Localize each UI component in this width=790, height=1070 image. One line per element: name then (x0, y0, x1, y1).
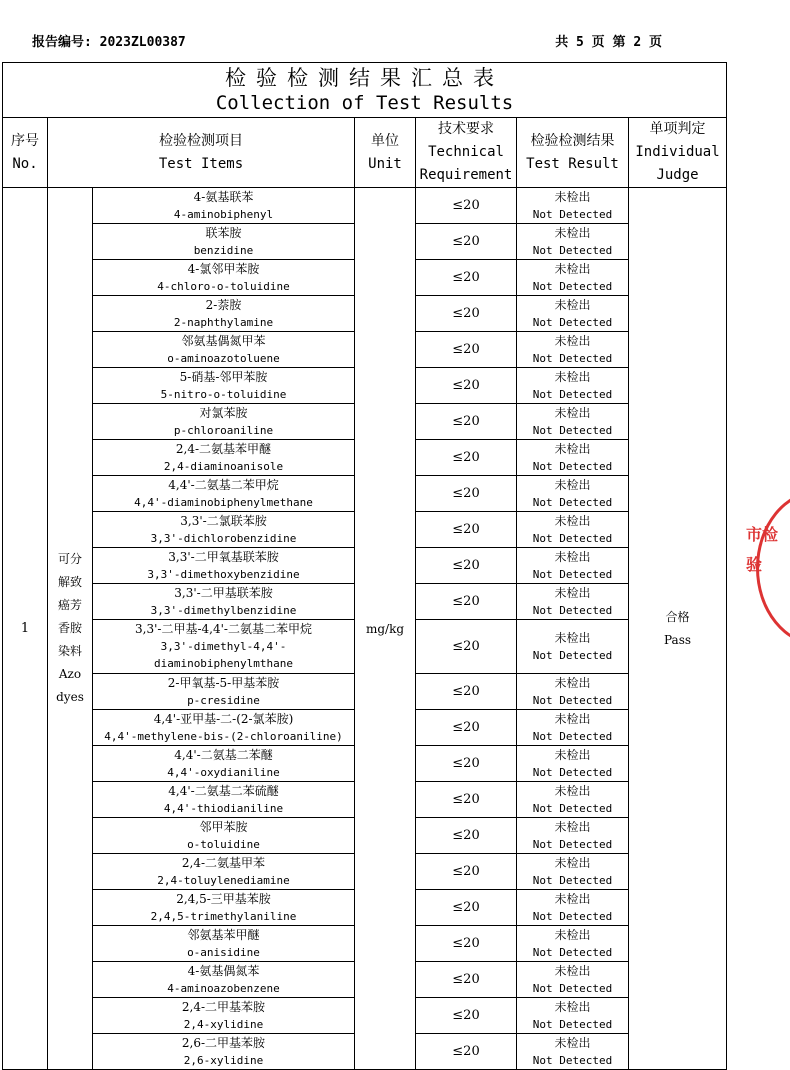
test-item-cell (93, 854, 355, 890)
result-zh: 未检出 (554, 513, 591, 528)
test-item-cell (93, 782, 355, 818)
col-items-en: Test Items (158, 155, 244, 172)
col-items-zh: 检验检测项目 (159, 132, 243, 149)
test-item-zh: 4,4'-二氨基二苯醚 (174, 747, 273, 762)
result-cell (517, 440, 629, 476)
report-header (32, 31, 662, 51)
result-cell (517, 674, 629, 710)
result-cell (517, 548, 629, 584)
requirement-cell: ≤20 (416, 476, 517, 512)
result-zh: 未检出 (554, 549, 591, 564)
test-item-cell (93, 926, 355, 962)
test-item-cell (93, 818, 355, 854)
test-item-cell (93, 188, 355, 224)
test-item-cell (93, 584, 355, 620)
test-item-zh: 邻氨基苯甲醚 (187, 927, 260, 942)
title-zh: 检验检测结果汇总表 (225, 65, 505, 90)
result-en: Not Detected (532, 909, 613, 923)
result-zh: 未检出 (554, 441, 591, 456)
requirement-cell: ≤20 (416, 188, 517, 224)
test-item-cell (93, 674, 355, 710)
result-zh: 未检出 (554, 477, 591, 492)
category-line: 可分 (57, 552, 82, 566)
category-cell (48, 188, 93, 1070)
result-en: Not Detected (532, 315, 613, 329)
test-item-zh: 2,4-二甲基苯胺 (181, 999, 266, 1014)
test-item-cell (93, 332, 355, 368)
test-item-en: 5-nitro-o-toluidine (160, 387, 287, 401)
test-item-en: 3,3'-dimethoxybenzidine (147, 567, 300, 581)
result-en: Not Detected (532, 765, 613, 779)
test-item-zh: 联苯胺 (205, 225, 242, 240)
test-item-en: 2,4,5-trimethylaniline (150, 909, 297, 923)
result-cell (517, 926, 629, 962)
result-cell (517, 332, 629, 368)
test-item-cell (93, 512, 355, 548)
result-en: Not Detected (532, 945, 613, 959)
title-en: Collection of Test Results (215, 91, 514, 114)
col-judge-header (629, 118, 727, 188)
result-en: Not Detected (532, 729, 613, 743)
requirement-cell: ≤20 (416, 854, 517, 890)
result-cell (517, 818, 629, 854)
requirement-cell: ≤20 (416, 710, 517, 746)
test-item-en: 4-chloro-o-toluidine (157, 279, 290, 293)
result-cell (517, 746, 629, 782)
judge-cell (629, 188, 727, 1070)
result-zh: 未检出 (554, 225, 591, 240)
result-en: Not Detected (532, 603, 613, 617)
result-zh: 未检出 (554, 189, 591, 204)
test-item-en: 4,4'-oxydianiline (167, 765, 280, 779)
col-req-zh: 技术要求 (438, 121, 494, 137)
col-judge-en1: Individual (635, 144, 720, 160)
test-item-zh: 4,4'-亚甲基-二-(2-氯苯胺) (153, 711, 294, 726)
report-number: 报告编号: 2023ZL00387 (32, 35, 186, 50)
result-en: Not Detected (532, 567, 613, 581)
test-item-en: 2,4-toluylenediamine (157, 873, 290, 887)
requirement-cell: ≤20 (416, 746, 517, 782)
result-zh: 未检出 (554, 747, 591, 762)
result-cell (517, 512, 629, 548)
result-en: Not Detected (532, 459, 613, 473)
result-zh: 未检出 (554, 675, 591, 690)
test-item-zh: 3,3'-二氯联苯胺 (180, 513, 267, 528)
test-item-cell (93, 368, 355, 404)
result-cell (517, 710, 629, 746)
test-item-cell (93, 746, 355, 782)
results-table (2, 62, 727, 1070)
col-judge-en2: Judge (656, 167, 699, 183)
table-title (3, 63, 727, 118)
requirement-cell: ≤20 (416, 548, 517, 584)
result-cell (517, 296, 629, 332)
requirement-cell: ≤20 (416, 224, 517, 260)
test-item-en: o-toluidine (187, 837, 260, 851)
result-en: Not Detected (532, 495, 613, 509)
col-no-en: No. (12, 155, 38, 172)
result-en: Not Detected (532, 801, 613, 815)
result-cell (517, 998, 629, 1034)
requirement-cell: ≤20 (416, 260, 517, 296)
row-number: 1 (3, 188, 48, 1070)
test-item-en: p-cresidine (187, 693, 260, 707)
judge-zh: 合格 (665, 609, 690, 624)
test-item-cell (93, 710, 355, 746)
test-item-zh: 4,4'-二氨基二苯甲烷 (168, 477, 279, 492)
test-item-en: 2,4-diaminoanisole (163, 459, 284, 473)
test-item-en: 4,4'-thiodianiline (163, 801, 284, 815)
test-item-en: 3,3'-dichlorobenzidine (150, 531, 297, 545)
category-line: 染料 (57, 644, 82, 658)
result-en: Not Detected (532, 387, 613, 401)
test-item-zh: 邻甲苯胺 (199, 819, 248, 834)
col-req-header (416, 118, 517, 188)
requirement-cell: ≤20 (416, 296, 517, 332)
result-zh: 未检出 (554, 819, 591, 834)
result-cell (517, 620, 629, 674)
col-req-en1: Technical (428, 144, 504, 160)
requirement-cell: ≤20 (416, 926, 517, 962)
col-unit-zh: 单位 (371, 132, 399, 149)
result-cell (517, 368, 629, 404)
test-item-cell (93, 620, 355, 674)
result-zh: 未检出 (554, 891, 591, 906)
result-zh: 未检出 (554, 405, 591, 420)
test-item-cell (93, 404, 355, 440)
col-result-en: Test Result (526, 155, 619, 172)
test-item-cell (93, 224, 355, 260)
test-item-en: 2-naphthylamine (173, 315, 274, 329)
test-item-en: 4,4'-methylene-bis-(2-chloroaniline) (104, 729, 343, 743)
requirement-cell: ≤20 (416, 998, 517, 1034)
test-item-zh: 2,6-二甲基苯胺 (181, 1035, 266, 1050)
category-line: 癌芳 (57, 598, 82, 612)
result-zh: 未检出 (554, 783, 591, 798)
result-en: Not Detected (532, 423, 613, 437)
test-item-zh: 3,3'-二甲基联苯胺 (174, 585, 273, 600)
result-cell (517, 188, 629, 224)
test-item-zh: 3,3'-二甲氧基联苯胺 (168, 549, 279, 564)
test-item-en: 2,6-xylidine (183, 1053, 264, 1067)
col-judge-zh: 单项判定 (649, 121, 706, 137)
col-req-en2: Requirement (419, 167, 513, 183)
test-item-cell (93, 962, 355, 998)
result-zh: 未检出 (554, 999, 591, 1014)
result-zh: 未检出 (554, 855, 591, 870)
category-line: Azo (58, 667, 82, 681)
test-item-zh: 4-氨基偶氮苯 (187, 963, 260, 978)
result-cell (517, 782, 629, 818)
col-unit-en: Unit (368, 155, 402, 172)
result-cell (517, 890, 629, 926)
test-item-en: 2,4-xylidine (183, 1017, 264, 1031)
result-en: Not Detected (532, 243, 613, 257)
requirement-cell: ≤20 (416, 440, 517, 476)
test-item-cell (93, 440, 355, 476)
result-zh: 未检出 (554, 333, 591, 348)
test-item-en: benzidine (193, 243, 254, 257)
test-item-cell (93, 998, 355, 1034)
result-cell (517, 1034, 629, 1070)
result-cell (517, 584, 629, 620)
test-item-zh: 4-氯邻甲苯胺 (187, 261, 260, 276)
requirement-cell: ≤20 (416, 368, 517, 404)
result-zh: 未检出 (554, 711, 591, 726)
result-zh: 未检出 (554, 369, 591, 384)
test-item-zh: 4-氨基联苯 (193, 189, 254, 204)
col-items-header (48, 118, 355, 188)
result-en: Not Detected (532, 1017, 613, 1031)
requirement-cell: ≤20 (416, 890, 517, 926)
category-line: dyes (56, 690, 84, 704)
result-zh: 未检出 (554, 585, 591, 600)
test-item-cell (93, 548, 355, 584)
result-en: Not Detected (532, 207, 613, 221)
requirement-cell: ≤20 (416, 1034, 517, 1070)
result-en: Not Detected (532, 873, 613, 887)
requirement-cell: ≤20 (416, 584, 517, 620)
result-en: Not Detected (532, 981, 613, 995)
result-cell (517, 854, 629, 890)
col-result-zh: 检验检测结果 (530, 132, 615, 149)
result-en: Not Detected (532, 279, 613, 293)
test-item-cell (93, 296, 355, 332)
result-zh: 未检出 (554, 927, 591, 942)
result-en: Not Detected (532, 531, 613, 545)
result-cell (517, 224, 629, 260)
test-item-zh: 2,4-二氨基甲苯 (181, 855, 266, 870)
test-item-en: 4-aminoazobenzene (167, 981, 280, 995)
unit-cell: mg/kg (355, 188, 416, 1070)
test-item-zh: 2,4,5-三甲基苯胺 (176, 891, 271, 906)
result-zh: 未检出 (554, 261, 591, 276)
test-item-en: p-chloroaniline (173, 423, 274, 437)
requirement-cell: ≤20 (416, 962, 517, 998)
result-cell (517, 404, 629, 440)
requirement-cell: ≤20 (416, 674, 517, 710)
requirement-cell: ≤20 (416, 512, 517, 548)
result-en: Not Detected (532, 1053, 613, 1067)
result-cell (517, 962, 629, 998)
test-item-en: o-aminoazotoluene (167, 351, 280, 365)
requirement-cell: ≤20 (416, 818, 517, 854)
test-item-cell (93, 1034, 355, 1070)
test-item-cell (93, 890, 355, 926)
page-count: 共 5 页 第 2 页 (555, 35, 662, 50)
result-zh: 未检出 (554, 630, 591, 645)
result-en: Not Detected (532, 648, 613, 662)
test-item-zh: 邻氨基偶氮甲苯 (181, 333, 266, 348)
result-cell (517, 260, 629, 296)
result-zh: 未检出 (554, 1035, 591, 1050)
title-row (3, 63, 727, 118)
test-item-zh: 2,4-二氨基苯甲醚 (175, 441, 272, 456)
test-item-cell (93, 260, 355, 296)
test-item-zh: 5-硝基-邻甲苯胺 (179, 369, 268, 384)
table-row (3, 188, 727, 224)
test-item-en: o-anisidine (187, 945, 260, 959)
requirement-cell: ≤20 (416, 620, 517, 674)
seal-text: 市检验 (746, 525, 779, 574)
result-en: Not Detected (532, 693, 613, 707)
category-line: 香胺 (57, 621, 82, 635)
result-cell (517, 476, 629, 512)
result-en: Not Detected (532, 837, 613, 851)
test-item-en: 3,3'-dimethylbenzidine (150, 603, 297, 617)
test-item-cell (93, 476, 355, 512)
requirement-cell: ≤20 (416, 404, 517, 440)
result-zh: 未检出 (554, 297, 591, 312)
col-no-header (3, 118, 48, 188)
test-item-en: 4,4'-diaminobiphenylmethane (134, 495, 313, 509)
test-item-en: 3,3'-dimethyl-4,4'-diaminobiphenylmthane (153, 640, 294, 670)
test-item-zh: 对氯苯胺 (199, 405, 248, 420)
test-item-zh: 2-萘胺 (205, 297, 242, 312)
test-item-zh: 3,3'-二甲基-4,4'-二氨基二苯甲烷 (135, 622, 312, 636)
requirement-cell: ≤20 (416, 782, 517, 818)
col-unit-header (355, 118, 416, 188)
test-item-en: 4-aminobiphenyl (173, 207, 274, 221)
test-item-zh: 2-甲氧基-5-甲基苯胺 (167, 675, 280, 690)
judge-en: Pass (664, 632, 692, 647)
column-header-row (3, 118, 727, 188)
col-no-zh: 序号 (11, 132, 39, 149)
result-zh: 未检出 (554, 963, 591, 978)
requirement-cell: ≤20 (416, 332, 517, 368)
col-result-header (517, 118, 629, 188)
test-item-zh: 4,4'-二氨基二苯硫醚 (168, 783, 279, 798)
category-line: 解致 (57, 575, 82, 589)
result-en: Not Detected (532, 351, 613, 365)
